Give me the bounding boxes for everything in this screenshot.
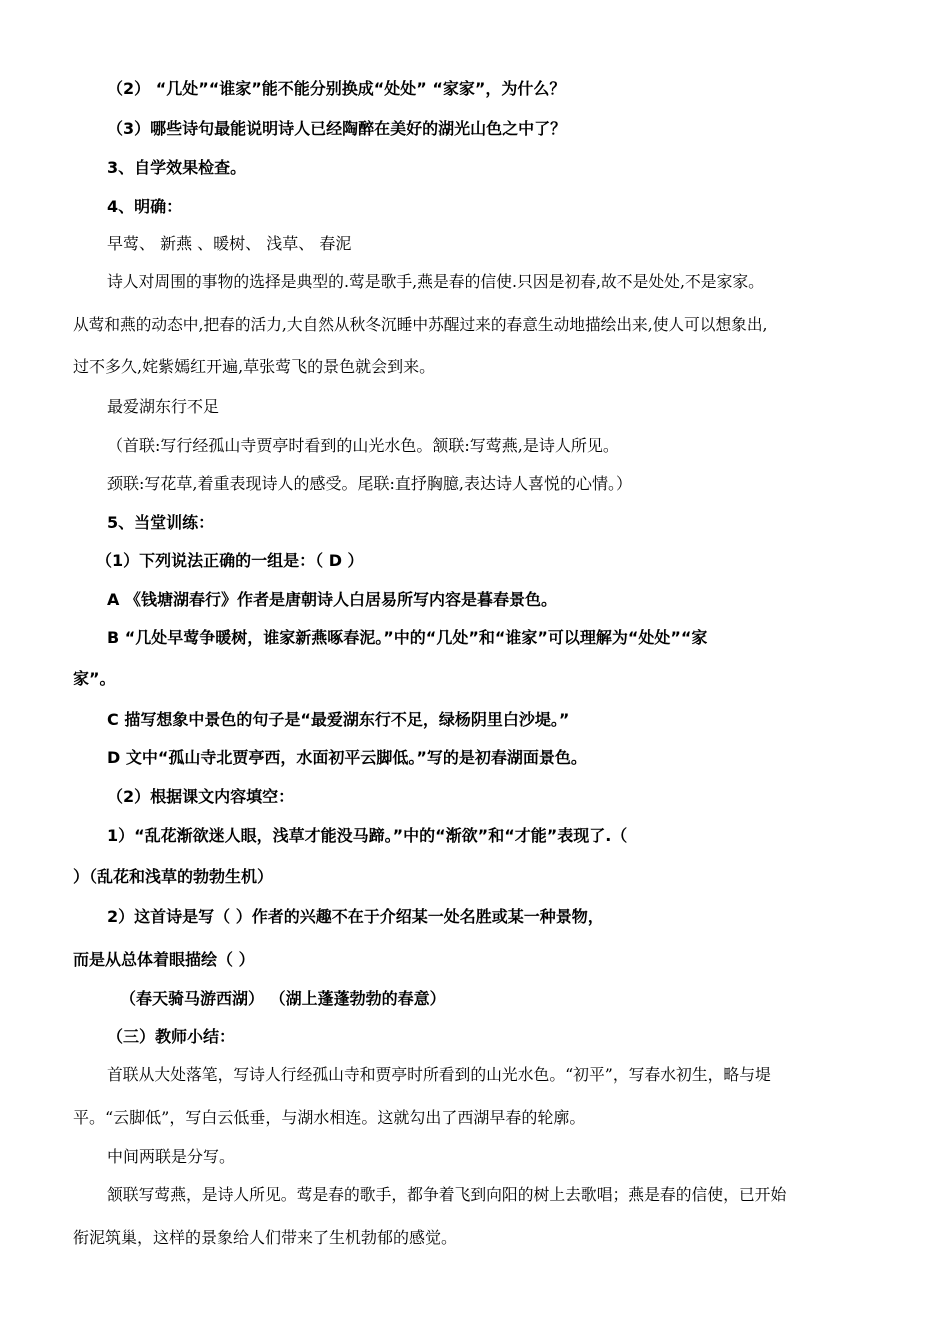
fill-blank-1-answer: ）（乱花和浅草的勃勃生机） — [73, 867, 274, 886]
option-b-continued: 家”。 — [73, 669, 116, 688]
fill-blank-1: 1）“乱花渐欲迷人眼，浅草才能没马蹄。”中的“渐欲”和“才能”表现了.（ — [107, 826, 628, 845]
analysis-line: 颈联:写花草,着重表现诗人的感受。尾联:直抒胸臆,表达诗人喜悦的心情。） — [107, 474, 632, 493]
exercise-1: （1）下列说法正确的一组是：（ D ） — [96, 551, 364, 570]
summary-line: 平。“云脚低”，写白云低垂，与湖水相连。这就勾出了西湖早春的轮廓。 — [73, 1108, 586, 1127]
section-5-heading: 5、当堂训练： — [107, 513, 215, 532]
fill-blank-2: 2）这首诗是写（ ）作者的兴趣不在于介绍某一处名胜或某一种景物， — [107, 907, 604, 926]
summary-line: 首联从大处落笔，写诗人行经孤山寺和贾亭时所看到的山光水色。“初平”，写春水初生，略与堤 — [107, 1065, 771, 1084]
question-2: （2） “几处”“谁家”能不能分别换成“处处” “家家”，为什么？ — [107, 79, 566, 98]
teacher-summary-heading: （三）教师小结： — [107, 1027, 236, 1046]
fill-blank-2-continued: 而是从总体着眼描绘（ ） — [73, 950, 255, 969]
summary-line: 颔联写莺燕，是诗人所见。莺是春的歌手，都争着飞到向阳的树上去歌唱；燕是春的信使，已开始 — [107, 1185, 787, 1204]
paragraph-line: 从莺和燕的动态中,把春的活力,大自然从秋冬沉睡中苏醒过来的春意生动地描绘出来,使人可以想象出, — [73, 315, 768, 334]
option-c: C 描写想象中景色的句子是“最爱湖东行不足，绿杨阴里白沙堤。” — [107, 710, 570, 729]
option-a: A 《钱塘湖春行》作者是唐朝诗人白居易所写内容是暮春景色。 — [107, 590, 557, 609]
keywords-line: 早莺、 新燕 、暖树、 浅草、 春泥 — [107, 234, 352, 253]
fill-blank-2-answers: （春天骑马游西湖） （湖上蓬蓬勃勃的春意） — [120, 989, 446, 1008]
question-3: （3）哪些诗句最能说明诗人已经陶醉在美好的湖光山色之中了？ — [107, 119, 567, 138]
exercise-2: （2）根据课文内容填空： — [107, 787, 295, 806]
summary-line: 中间两联是分写。 — [107, 1147, 236, 1166]
summary-line: 衔泥筑巢，这样的景象给人们带来了生机勃郁的感觉。 — [73, 1228, 458, 1247]
section-3-heading: 3、自学效果检查。 — [107, 158, 247, 177]
paragraph-line: 诗人对周围的事物的选择是典型的.莺是歌手,燕是春的信使.只因是初春,故不是处处,不是家家。 — [107, 272, 764, 291]
analysis-line: （首联:写行经孤山寺贾亭时看到的山光水色。颔联:写莺燕,是诗人所见。 — [107, 436, 619, 455]
option-d: D 文中“孤山寺北贾亭西，水面初平云脚低。”写的是初春湖面景色。 — [107, 748, 587, 767]
section-4-heading: 4、明确： — [107, 197, 183, 216]
paragraph-line: 过不多久,姹紫嫣红开遍,草张莺飞的景色就会到来。 — [73, 357, 436, 376]
option-b: B “几处早莺争暖树，谁家新燕啄春泥。”中的“几处”和“谁家”可以理解为“处处”“家 — [107, 628, 708, 647]
poem-title-line: 最爱湖东行不足 — [107, 397, 220, 416]
